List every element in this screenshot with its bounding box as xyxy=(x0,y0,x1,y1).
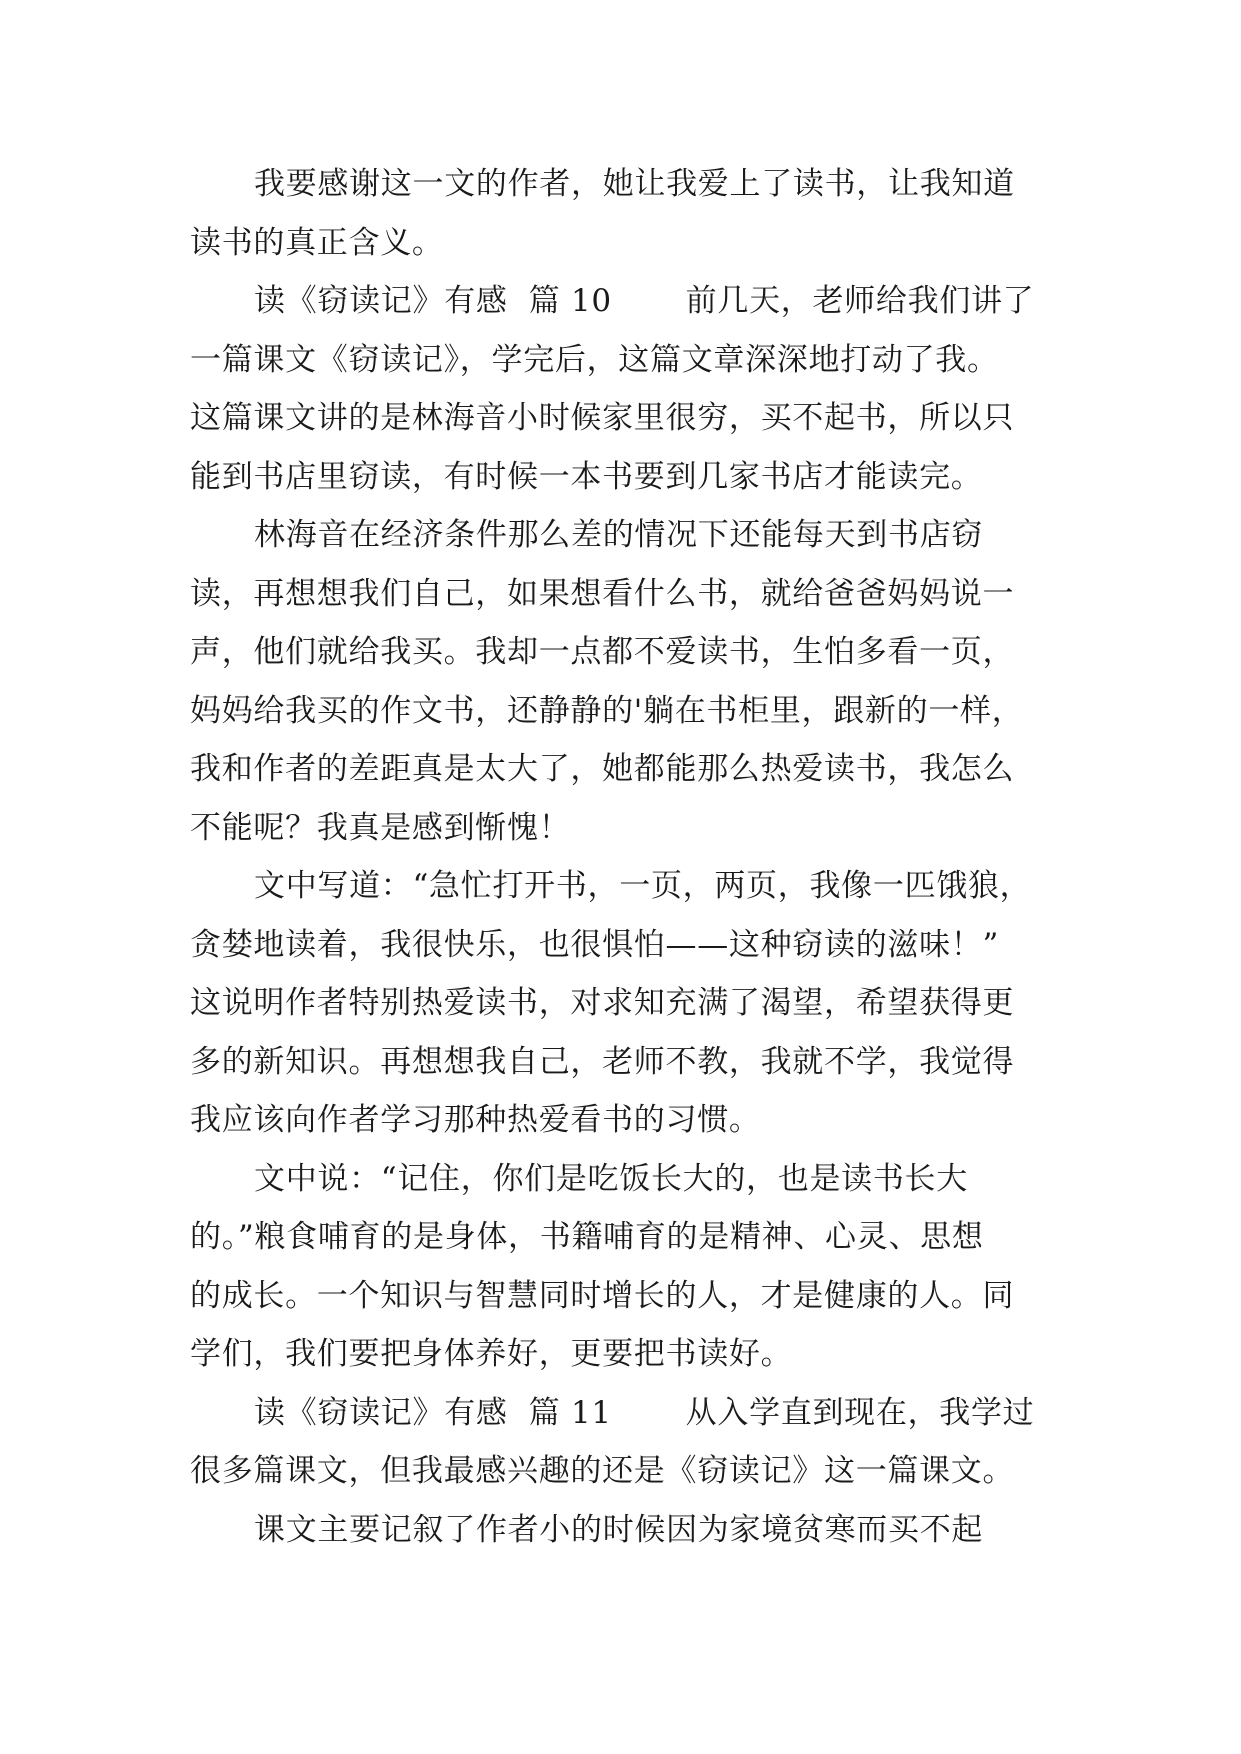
text-line: 我应该向作者学习那种热爱看书的习惯。 xyxy=(190,1102,761,1138)
text-line: 课文主要记叙了作者小的时候因为家境贫寒而买不起 xyxy=(254,1511,984,1548)
text-line: 一篇课文《窃读记》，学完后，这篇文章深深地打动了我。 xyxy=(190,341,999,378)
text-line: 贪婪地读着，我很快乐，也很惧怕——这种窃读的滋味！” xyxy=(190,926,1000,963)
text-line: 林海音在经济条件那么差的情况下还能每天到书店窃 xyxy=(254,517,984,553)
text-line: 文中写道：“急忙打开书，一页，两页，我像一匹饿狼， xyxy=(254,868,1032,904)
text-line: 这篇课文讲的是林海音小时候家里很穷，买不起书，所以只 xyxy=(190,400,1015,436)
text-line: 我和作者的差距真是太大了，她都能那么热爱读书，我怎么 xyxy=(190,751,1015,787)
section-heading-line: 读《窃读记》有感 篇 10 前几天，老师给我们讲了 xyxy=(254,283,1035,319)
text-line: 妈妈给我买的作文书，还静静的'躺在书柜里，跟新的一样， xyxy=(190,692,1024,729)
text-line: 读，再想想我们自己，如果想看什么书，就给爸爸妈妈说一 xyxy=(190,575,1015,612)
text-line: 文中说：“记住，你们是吃饭长大的，也是读书长大 xyxy=(254,1160,968,1197)
text-line: 很多篇课文，但我最感兴趣的还是《窃读记》这一篇课文。 xyxy=(190,1453,1015,1489)
text-line: 这说明作者特别热爱读书，对求知充满了渴望，希望获得更 xyxy=(190,985,1015,1021)
text-line: 的。”粮食哺育的是身体，书籍哺育的是精神、心灵、思想 xyxy=(190,1219,984,1255)
text-line: 能到书店里窃读，有时候一本书要到几家书店才能读完。 xyxy=(190,458,983,495)
text-line: 学们，我们要把身体养好，更要把书读好。 xyxy=(190,1336,793,1372)
document-body xyxy=(190,155,1060,1559)
text-line: 的成长。一个知识与智慧同时增长的人，才是健康的人。同 xyxy=(190,1277,1015,1314)
text-line: 读书的真正含义。 xyxy=(190,224,444,261)
text-line: 多的新知识。再想想我自己，老师不教，我就不学，我觉得 xyxy=(190,1043,1015,1080)
text-line: 我要感谢这一文的作者，她让我爱上了读书，让我知道 xyxy=(254,166,1015,202)
text-line: 不能呢？我真是感到惭愧！ xyxy=(190,809,571,846)
section-heading-line: 读《窃读记》有感 篇 11 从入学直到现在，我学过 xyxy=(254,1394,1035,1431)
text-line: 声，他们就给我买。我却一点都不爱读书，生怕多看一页， xyxy=(190,634,1015,670)
